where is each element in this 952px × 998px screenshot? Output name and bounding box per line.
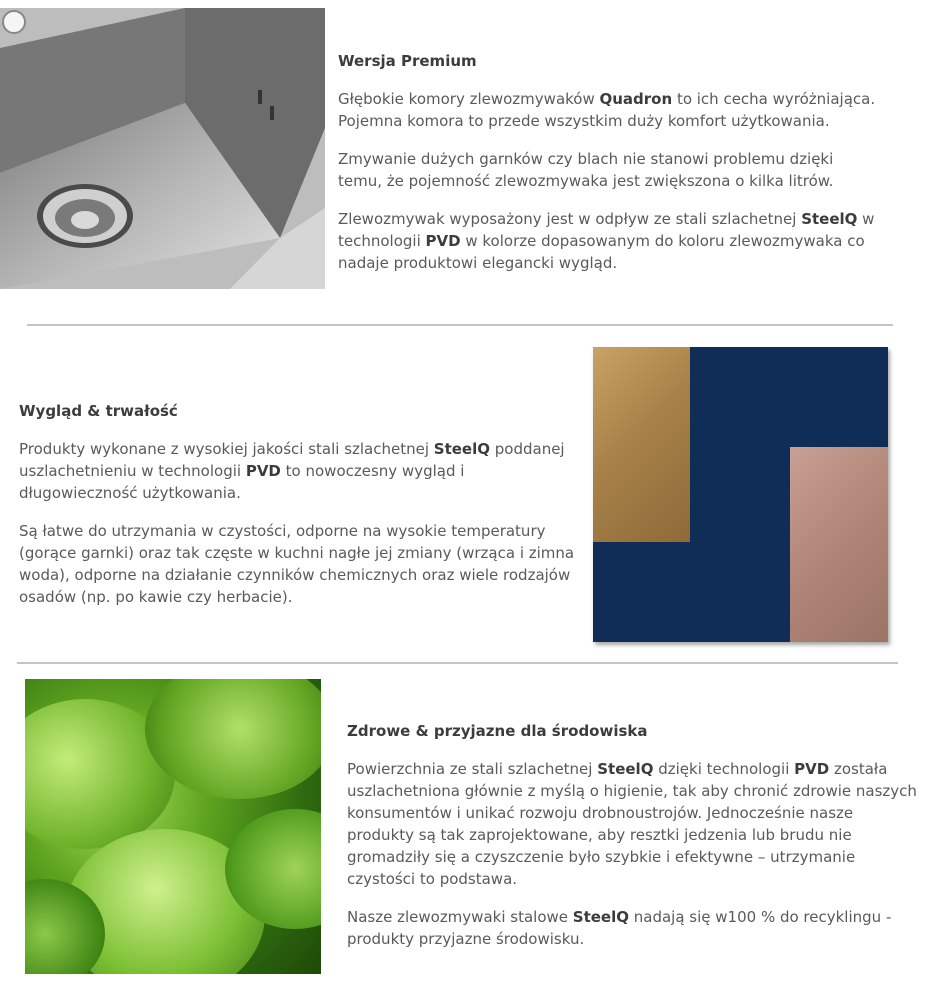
gold-swatch <box>593 347 690 542</box>
paragraph <box>338 208 878 274</box>
leaves-image <box>25 679 321 974</box>
paragraph: Zmywanie dużych garnków czy blach nie stanowi problemu dzięki temu, że pojemność zlewozmywaka jest zwiększona o kilka litrów. <box>338 150 834 190</box>
text: dzięki technologii <box>653 760 795 778</box>
divider <box>27 324 893 326</box>
text: Produkty wykonane z wysokiej jakości stali szlachetnej <box>19 440 434 458</box>
text: Głębokie komory zlewozmywaków <box>338 90 600 108</box>
text: Nasze zlewozmywaki stalowe <box>347 908 573 926</box>
paragraph <box>338 88 878 132</box>
section-durability-text <box>19 402 584 608</box>
text: Powierzchnia ze stali szlachetnej <box>347 760 598 778</box>
section-title: Zdrowe & przyjazne dla środowiska <box>347 722 648 740</box>
technology-name: PVD <box>794 760 830 778</box>
text: to nowoczesny wygląd i długowieczność użytkowania. <box>19 462 465 502</box>
section-eco-text <box>347 722 917 950</box>
paragraph <box>19 438 584 504</box>
text: Zlewozmywak wyposażony jest w odpływ ze stali szlachetnej <box>338 210 802 228</box>
section-title: Wersja Premium <box>338 52 477 70</box>
sink-illustration <box>0 8 325 289</box>
text: to ich cecha wyróżniająca. Pojemna komora to przede wszystkim duży komfort użytkowania. <box>338 90 876 130</box>
divider <box>17 662 898 664</box>
paragraph <box>347 906 917 950</box>
brand-name: SteelQ <box>801 210 858 228</box>
brand-name: Quadron <box>599 90 673 108</box>
text: nadają się w100 % do recyklingu - produkty przyjazne środowisku. <box>347 908 892 948</box>
section-premium-text <box>338 52 878 274</box>
section-title: Wygląd & trwałość <box>19 402 178 420</box>
paragraph <box>347 758 917 890</box>
text: w technologii <box>338 210 875 250</box>
text: została uszlachetniona głównie z myślą o higienie, tak aby chronić zdrowie naszych konsumentów i unikać rozwoju drobnoustrojów. Jednocześnie nasze produkty są tak zaprojektowane, aby resztki jedzenia lub brudu nie gromadziły się a czyszczenie było szybkie i efektywne – utrzymanie czystości to podstawa. <box>347 760 917 888</box>
sink-image <box>0 8 325 289</box>
text: poddanej uszlachetnieniu w technologii <box>19 440 565 480</box>
technology-name: PVD <box>245 462 281 480</box>
brand-name: SteelQ <box>433 440 490 458</box>
brand-name: SteelQ <box>572 908 629 926</box>
copper-swatch <box>790 447 888 642</box>
text: w kolorze dopasowanym do koloru zlewozmywaka co nadaje produktowi elegancki wygląd. <box>338 232 865 272</box>
paragraph: Są łatwe do utrzymania w czystości, odporne na wysokie temperatury (gorące garnki) oraz tak częste w kuchni nagłe jej zmiany (wrząca i zimna woda), odporne na działanie czynników chemicznych oraz wiele rodzajów osadów (np. po kawie czy herbacie). <box>19 522 575 606</box>
pvd-colors-image <box>593 347 888 642</box>
technology-name: PVD <box>425 232 461 250</box>
brand-name: SteelQ <box>597 760 654 778</box>
